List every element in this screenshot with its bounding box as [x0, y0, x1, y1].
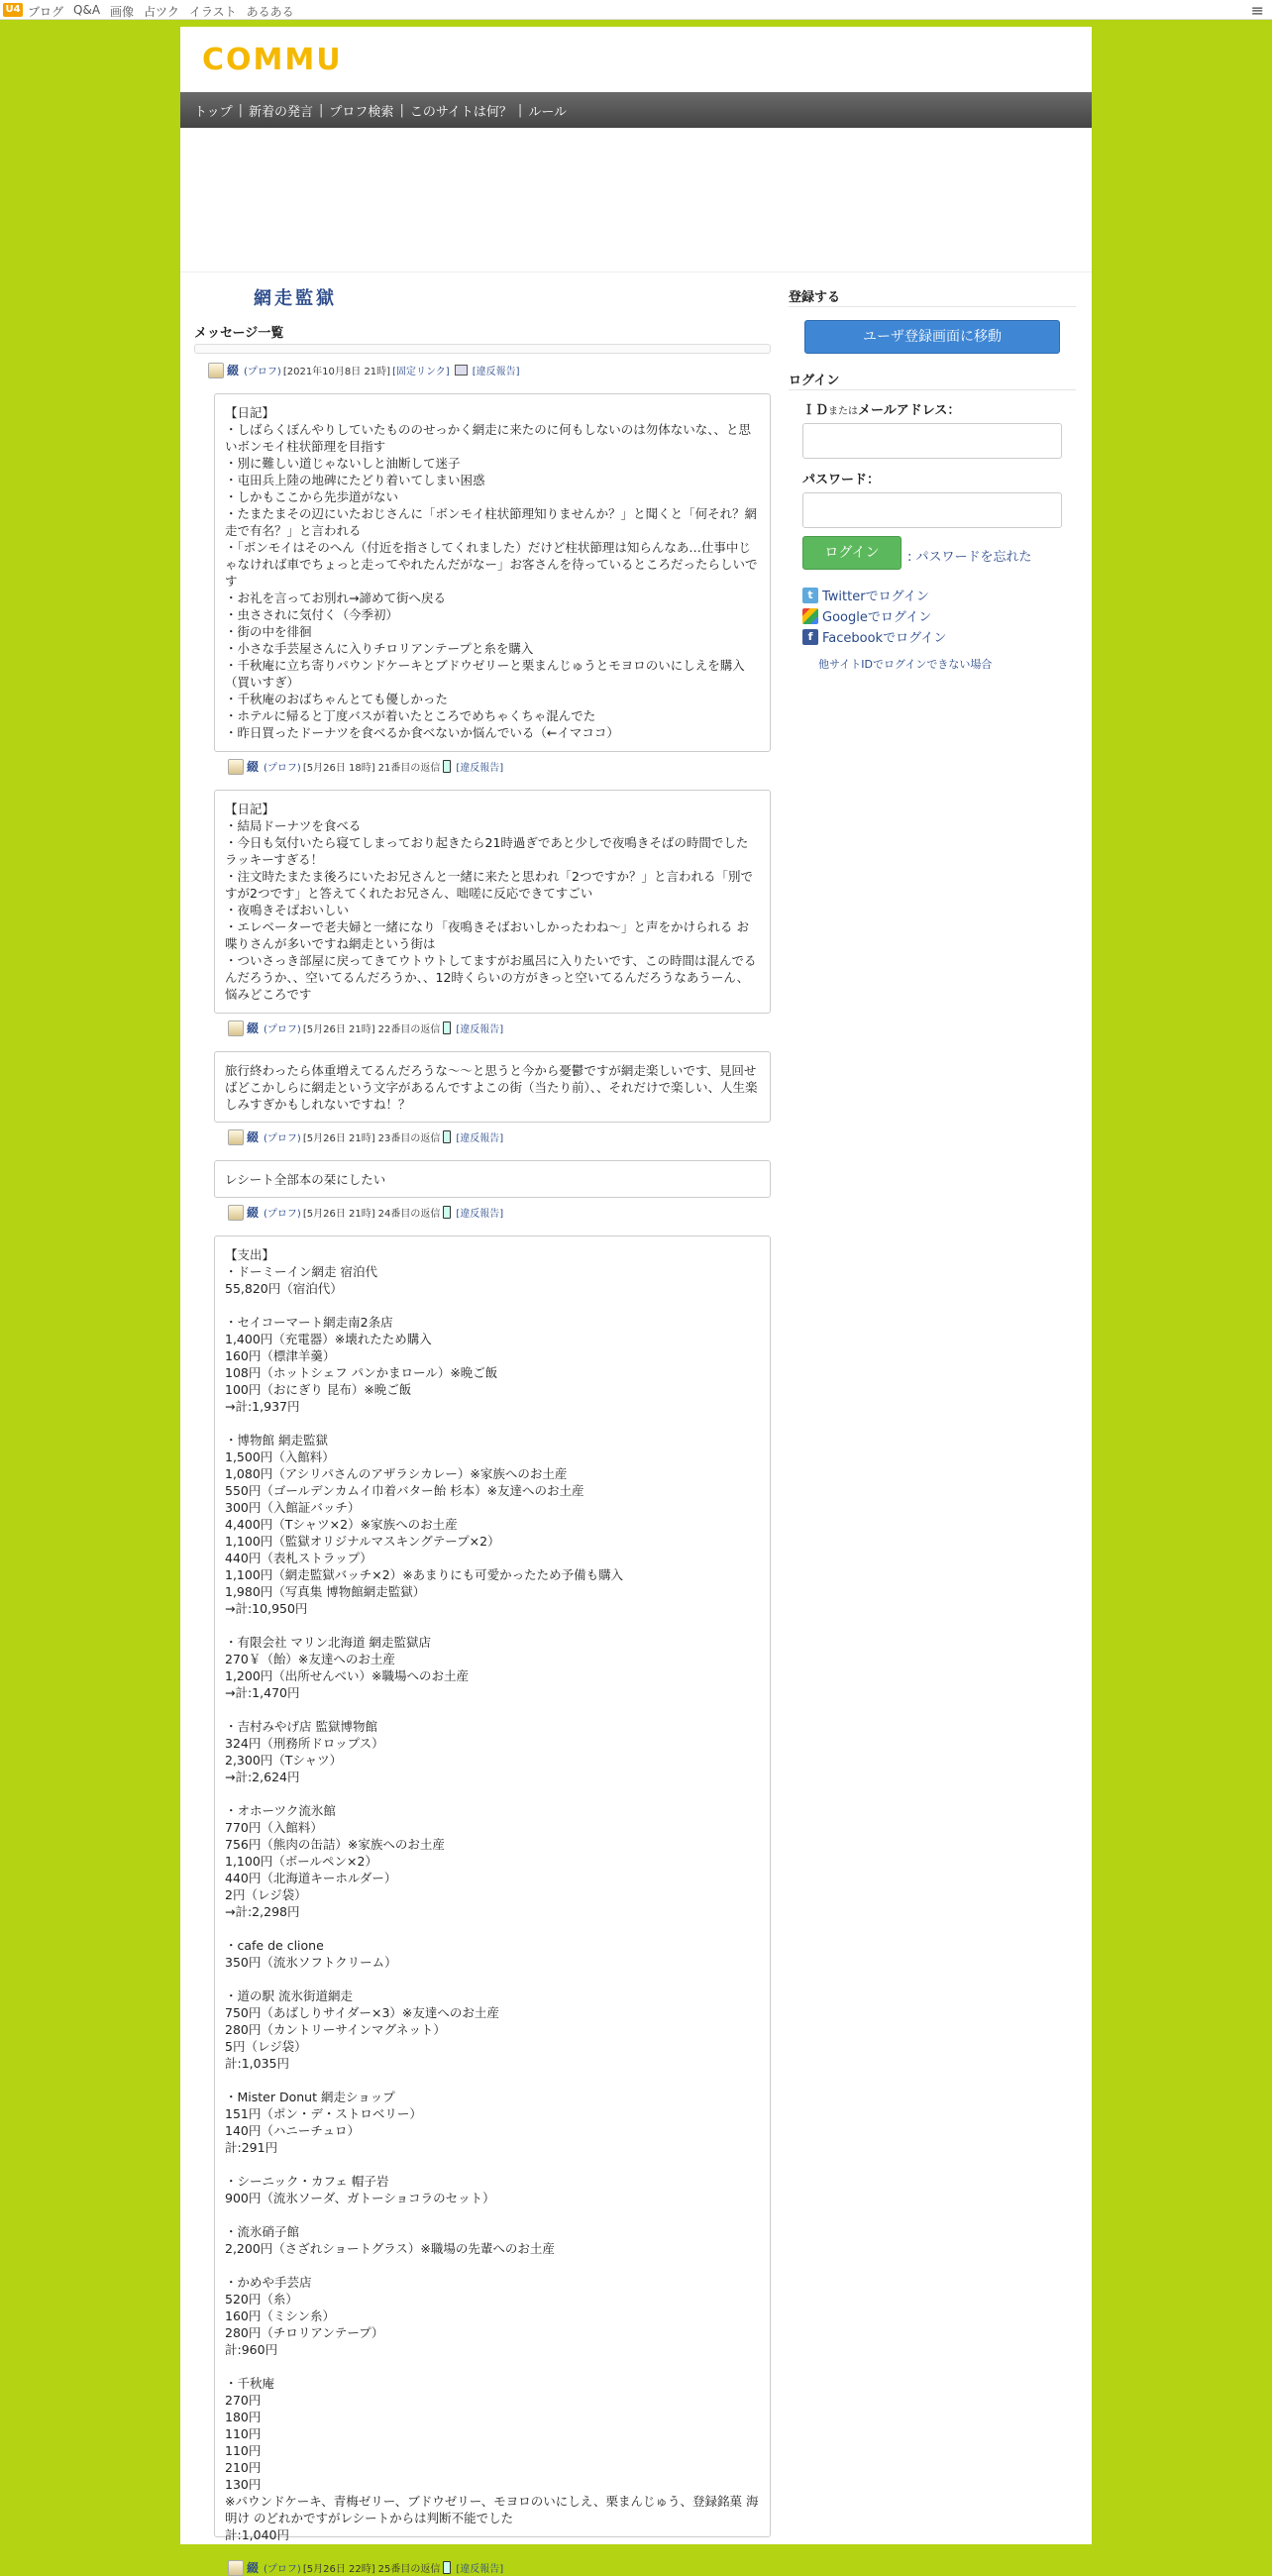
avatar[interactable] [228, 1205, 244, 1221]
u4-logo[interactable]: U4 [3, 3, 23, 17]
ad-space [180, 128, 1092, 272]
id-input[interactable] [802, 423, 1062, 459]
profile-link[interactable]: (プロフ) [264, 1024, 301, 1035]
nav-rules[interactable]: ルール [528, 104, 568, 120]
profile-link[interactable]: (プロフ) [264, 2564, 301, 2575]
password-label: パスワード： [802, 473, 881, 487]
reply-number: 25番目の返信 [377, 2564, 441, 2575]
profile-link[interactable]: (プロフ) [244, 367, 281, 377]
post-meta [228, 1128, 505, 1145]
nav-about[interactable]: このサイトは何？ [409, 104, 512, 120]
avatar[interactable] [228, 1020, 244, 1036]
post-date: [5月26日 22時] [302, 2564, 375, 2575]
id-label [802, 399, 960, 418]
post-author[interactable]: 綴 [247, 2561, 260, 2575]
post-date: [5月26日 21時] [302, 1209, 375, 1220]
post-date: [2021年10月8日 21時] [282, 367, 391, 377]
nav-separator: | [399, 102, 404, 118]
report-link[interactable]: [違反報告] [456, 763, 504, 774]
fixed-link[interactable]: [固定リンク] [392, 367, 450, 377]
mobile-icon [443, 2561, 451, 2574]
post-author[interactable]: 綴 [247, 1206, 260, 1220]
report-link[interactable]: [違反報告] [456, 1209, 504, 1220]
reply-number: 21番目の返信 [377, 763, 441, 774]
avatar[interactable] [208, 363, 224, 378]
post-body: レシート全部本の栞にしたい [214, 1160, 771, 1198]
reply-number: 24番目の返信 [377, 1209, 441, 1220]
nav-separator: | [517, 102, 523, 118]
post-date: [5月26日 21時] [302, 1133, 375, 1144]
profile-link[interactable]: (プロフ) [264, 1209, 301, 1220]
nav-separator: | [319, 102, 324, 118]
reply-number: 23番目の返信 [377, 1133, 441, 1144]
global-link-image[interactable]: 画像 [110, 5, 135, 19]
global-bar [0, 0, 1272, 20]
divider [789, 389, 1076, 390]
other-login-help-link[interactable]: 他サイトIDでログインできない場合 [818, 658, 993, 671]
post-date: [5月26日 18時] [302, 763, 375, 774]
id-label-email: メールアドレス： [858, 403, 961, 418]
mobile-icon [443, 760, 451, 773]
login-button[interactable]: ログイン [802, 536, 901, 570]
twitter-icon: t [802, 588, 818, 603]
login-heading: ログイン [789, 374, 840, 388]
google-login-label: Googleでログイン [822, 610, 932, 625]
facebook-icon: f [802, 629, 818, 645]
nav-separator: | [238, 102, 244, 118]
report-link[interactable]: [違反報告] [456, 1024, 504, 1035]
message-list-bar [194, 344, 771, 354]
post-meta [228, 758, 505, 775]
post-body: 【日記】 ・結局ドーナツを食べる ・今日も気付いたら寝てしまっており起きたら21時過ぎであと少しで夜鳴きそばの時間でしたラッキーすぎる！ ・注文時たまたま後ろにいたお兄さんと一緒に来たと思われ「2つですか？」と言われる「別ですが2つです」と答えてくれたお兄さん、咄嗟に反応できてすごい ・夜鳴きそばおいしい ・エレベーターで老夫婦と一緒になり「夜鳴きそばおいしかったわね〜」と声をかけられる お喋りさんが多いですね網走という街は ・ついさっき部屋に戻ってきてウトウトしてますがお風呂に入りたいです、この時間は混んでるんだろうか、、空いてるんだろうか、、12時くらいの方がきっと空いてるんだろうなあうーん、悩みどころです [214, 790, 771, 1014]
report-link[interactable]: [違反報告] [456, 2564, 504, 2575]
reply-number: 22番目の返信 [377, 1024, 441, 1035]
global-links [28, 3, 294, 20]
nav-profile-search[interactable]: プロフ検索 [329, 104, 394, 120]
global-link-qa[interactable]: Q&A [73, 3, 101, 17]
report-link[interactable]: [違反報告] [472, 367, 520, 377]
post-meta [228, 2559, 505, 2576]
password-input[interactable] [802, 492, 1062, 528]
post-meta [208, 362, 522, 378]
google-icon [802, 608, 818, 624]
avatar[interactable] [228, 759, 244, 775]
facebook-login[interactable] [802, 627, 946, 646]
global-link-blog[interactable]: ブログ [28, 5, 64, 19]
profile-link[interactable]: (プロフ) [264, 763, 301, 774]
forgot-password-link[interactable]: : パスワードを忘れた [907, 550, 1032, 565]
post-body: 旅行終わったら体重増えてるんだろうな〜〜と思うと今から憂鬱ですが網走楽しいです、見回せばどこかしらに網走という文字があるんですよこの街（当たり前）、、それだけで楽しい、人生楽しみすぎかもしれないですね！？ [214, 1051, 771, 1123]
avatar[interactable] [228, 1129, 244, 1145]
facebook-login-label: Facebookでログイン [822, 631, 947, 646]
avatar[interactable] [228, 2560, 244, 2576]
site-header [180, 27, 1092, 92]
google-login[interactable] [802, 606, 931, 625]
id-label-or: または [828, 406, 859, 417]
nav-new-posts[interactable]: 新着の発言 [249, 104, 314, 120]
mobile-icon [443, 1130, 451, 1143]
thread-title: 網走監獄 [254, 288, 337, 309]
post-author[interactable]: 綴 [247, 760, 260, 774]
twitter-login[interactable] [802, 586, 929, 604]
global-link-illust[interactable]: イラスト [188, 5, 237, 19]
post-date: [5月26日 21時] [302, 1024, 375, 1035]
mobile-icon [443, 1021, 451, 1034]
main-container [180, 27, 1092, 2575]
register-button[interactable]: ユーザ登録画面に移動 [804, 320, 1060, 354]
global-link-aruaru[interactable]: あるある [246, 5, 294, 19]
profile-link[interactable]: (プロフ) [264, 1133, 301, 1144]
global-link-uranai[interactable]: 占ツク [144, 5, 179, 19]
twitter-login-label: Twitterでログイン [822, 590, 929, 604]
message-list-title: メッセージ一覧 [194, 326, 284, 341]
post-meta [228, 1020, 505, 1036]
post-author[interactable]: 綴 [247, 1021, 260, 1035]
nav-bar [180, 92, 1092, 128]
site-logo[interactable]: COMMU [202, 43, 343, 77]
id-label-main: ＩＤ [802, 403, 829, 418]
mobile-icon [443, 1206, 451, 1219]
post-body: 【日記】 ・しばらくぼんやりしていたもののせっかく網走に来たのに何もしないのは勿体ないな、、と思いボンモイ柱状節理を目指す ・別に難しい道じゃないしと油断して迷子 ・屯田兵上陸の地碑にたどり着いてしまい困惑 ・しかもここから先歩道がない ・たまたまその辺にいたおじさんに「ボンモイ柱状節理知りませんか？」と聞くと「何それ？網走で有名？」と言われる ・「ボンモイはそのへん（付近を指さしてくれました）だけど柱状節理は知らんなあ…仕事中じゃなければ車でちょっと走ってやれたんだがなー」お客さんを待っているところだったらしいです ・お礼を言ってお別れ→諦めて街へ戻る ・虫さされに気付く（今季初） ・街の中を徘徊 ・小さな手芸屋さんに入りチロリアンテープと糸を購入 ・千秋庵に立ち寄りパウンドケーキとブドウゼリーと栗まんじゅうとモヨロのいにしえを購入（買いすぎ） ・千秋庵のおばちゃんとても優しかった ・ホテルに帰ると丁度バスが着いたところでめちゃくちゃ混んでた ・昨日買ったドーナツを食べるか食べないか悩んでいる（←イマココ） [214, 393, 771, 752]
menu-icon[interactable]: ≡ [1250, 1, 1264, 20]
post-author[interactable]: 綴 [227, 364, 240, 377]
post-body: 【支出】 ・ドーミーイン網走 宿泊代 55,820円（宿泊代） ・セイコーマート網走南2条店 1,400円（充電器）※壊れたため購入 160円（標津羊羹） 108円（ホットシェフ パンかまロール）※晩ご飯 100円（おにぎり 昆布）※晩ご飯 →計:1,937円 ・博物館 網走監獄 1,500円（入館料） 1,080円（アシリパさんのアザラシカレー）※家族へのお土産 550円（ゴールデンカムイ巾着バター飴 杉本）※友達へのお土産 300円（入館証バッチ） 4,400円（Tシャツ×2）※家族へのお土産 1,100円（監獄オリジナルマスキングテープ×2） 440円（表札ストラップ） 1,100円（網走監獄バッチ×2）※あまりにも可愛かったため予備も購入 1,980円（写真集 博物館網走監獄） →計:10,950円 ・有限会社 マリン北海道 網走監獄店 270￥（飴）※友達へのお土産 1,200円（出所せんべい）※職場へのお土産 →計:1,470円 ・吉村みやげ店 監獄博物館 324円（刑務所ドロップス） 2,300円（Tシャツ） →計:2,624円 ・オホーツク流氷館 770円（入館料） 756円（熊肉の缶詰）※家族へのお土産 1,100円（ボールペン×2） 440円（北海道キーホルダー） 2円（レジ袋） →計:2,298円 ・cafe de clione 350円（流氷ソフトクリーム） ・道の駅 流氷街道網走 750円（あばしりサイダー×3）※友達へのお土産 280円（カントリーサインマグネット） 5円（レジ袋） 計:1,035円 ・Mister Donut 網走ショップ 151円（ポン・デ・ストロベリー） 140円（ハニーチュロ） 計:291円 ・シーニック・カフェ 帽子岩 900円（流氷ソーダ、ガトーショコラのセット） ・流氷硝子館 2,200円（さざれショートグラス）※職場の先輩へのお土産 ・かめや手芸店 520円（糸） 160円（ミシン糸） 280円（チロリアンテープ） 計:960円 ・千秋庵 270円 180円 110円 110円 210円 130円 ※パウンドケーキ、青梅ゼリー、ブドウゼリー、モヨロのいにしえ、栗まんじゅう、登録銘菓 海明け のどれかですがレシートからは判断不能でした 計:1,040円 [214, 1235, 771, 2537]
post-meta [228, 1204, 505, 1221]
register-heading: 登録する [789, 290, 841, 305]
post-author[interactable]: 綴 [247, 1130, 260, 1144]
nav-top[interactable]: トップ [194, 104, 233, 120]
pc-icon [455, 365, 468, 376]
report-link[interactable]: [違反報告] [456, 1133, 504, 1144]
divider [789, 306, 1076, 307]
